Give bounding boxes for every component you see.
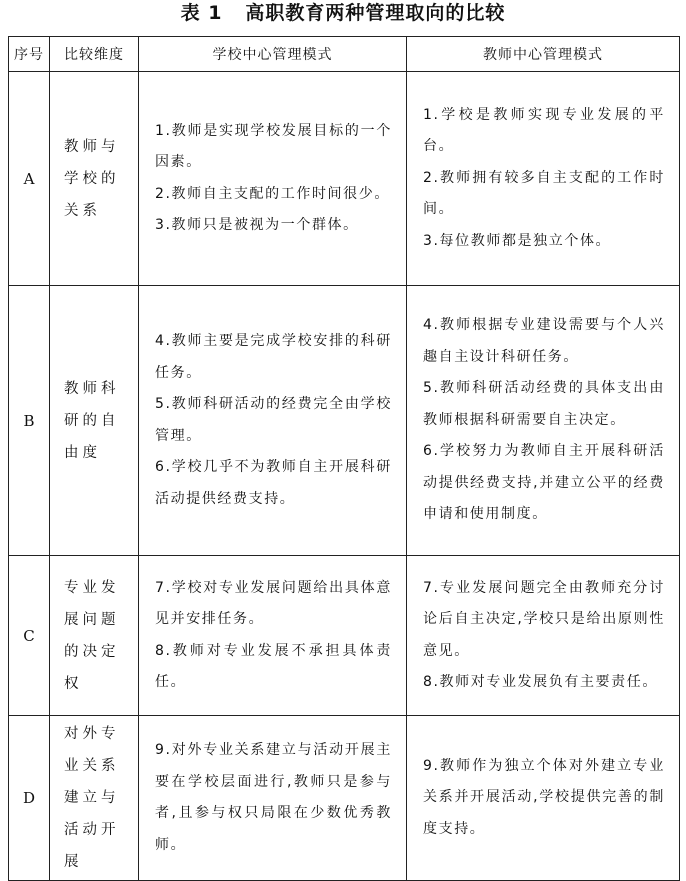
header-index: 序号 xyxy=(9,37,50,72)
teacher-mode-item: 8.教师对专业发展负有主要责任。 xyxy=(423,674,658,690)
school-mode-cell xyxy=(139,556,407,716)
school-mode-item: 7.学校对专业发展问题给出具体意见并安排任务。 xyxy=(155,579,392,627)
teacher-mode-cell xyxy=(407,72,680,286)
comparison-table xyxy=(8,36,680,881)
table-row xyxy=(9,716,680,881)
table-row xyxy=(9,286,680,556)
row-index: B xyxy=(9,286,50,556)
school-mode-item: 4.教师主要是完成学校安排的科研任务。 xyxy=(155,333,392,381)
table-row xyxy=(9,72,680,286)
teacher-mode-item: 5.教师科研活动经费的具体支出由教师根据科研需要自主决定。 xyxy=(423,380,665,428)
teacher-mode-cell xyxy=(407,716,680,881)
header-row xyxy=(9,37,680,72)
row-dimension: 对外专业关系建立与活动开展 xyxy=(50,716,139,881)
school-mode-item: 8.教师对专业发展不承担具体责任。 xyxy=(155,642,392,690)
teacher-mode-item: 2.教师拥有较多自主支配的工作时间。 xyxy=(423,169,665,218)
teacher-mode-item: 6.学校努力为教师自主开展科研活动提供经费支持,并建立公平的经费申请和使用制度。 xyxy=(423,443,665,523)
school-mode-cell xyxy=(139,286,407,556)
table-row xyxy=(9,556,680,716)
teacher-mode-cell xyxy=(407,556,680,716)
row-index: A xyxy=(9,72,50,286)
teacher-mode-item: 4.教师根据专业建设需要与个人兴趣自主设计科研任务。 xyxy=(423,317,665,365)
school-mode-item: 6.学校几乎不为教师自主开展科研活动提供经费支持。 xyxy=(155,459,392,507)
school-mode-item: 5.教师科研活动的经费完全由学校管理。 xyxy=(155,396,392,444)
school-mode-item: 2.教师自主支配的工作时间很少。 xyxy=(155,185,390,202)
school-mode-cell xyxy=(139,716,407,881)
teacher-mode-cell xyxy=(407,286,680,556)
school-mode-item: 3.教师只是被视为一个群体。 xyxy=(155,217,359,233)
caption-title: 高职教育两种管理取向的比较 xyxy=(245,2,506,24)
teacher-mode-item: 3.每位教师都是独立个体。 xyxy=(423,232,612,249)
school-mode-cell xyxy=(139,72,407,286)
row-index: C xyxy=(9,556,50,716)
row-index: D xyxy=(9,716,50,881)
row-dimension: 教师与学校的关系 xyxy=(50,72,139,286)
school-mode-item: 1.教师是实现学校发展目标的一个因素。 xyxy=(155,122,392,170)
school-mode-item: 9.对外专业关系建立与活动开展主要在学校层面进行,教师只是参与者,且参与权只局限在少数优秀教师。 xyxy=(155,742,392,853)
teacher-mode-item: 7.专业发展问题完全由教师充分讨论后自主决定,学校只是给出原则性意见。 xyxy=(423,579,665,659)
header-dimension: 比较维度 xyxy=(50,37,139,72)
header-teacher-mode: 教师中心管理模式 xyxy=(407,37,680,72)
table-caption xyxy=(0,0,686,34)
caption-label: 表 1 xyxy=(180,2,223,24)
teacher-mode-item: 1.学校是教师实现专业发展的平台。 xyxy=(423,106,665,155)
teacher-mode-item: 9.教师作为独立个体对外建立专业关系并开展活动,学校提供完善的制度支持。 xyxy=(423,757,665,837)
header-school-mode: 学校中心管理模式 xyxy=(139,37,407,72)
row-dimension: 专业发展问题的决定权 xyxy=(50,556,139,716)
row-dimension: 教师科研的自由度 xyxy=(50,286,139,556)
